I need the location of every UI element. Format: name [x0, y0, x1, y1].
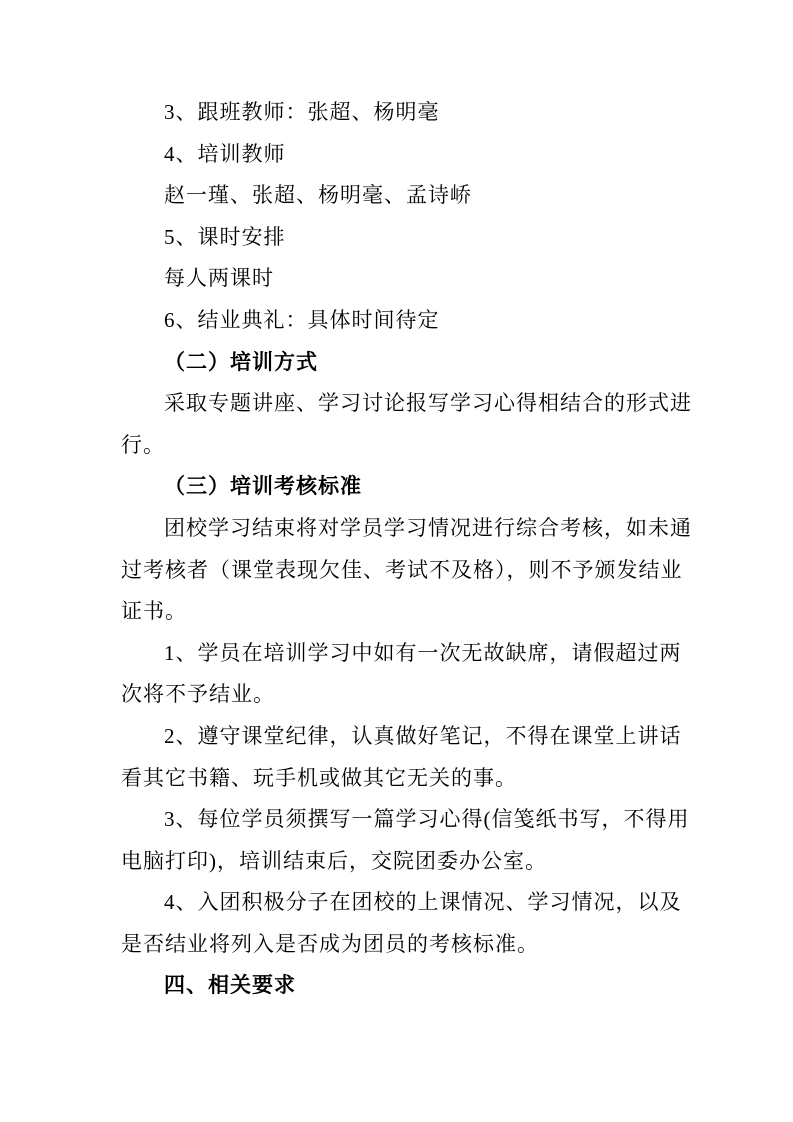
text-line-class-hours-value: 每人两课时: [164, 266, 274, 291]
text-line-rule-1-part-2: 次将不予结业。: [121, 682, 275, 707]
text-line-assessment-para-2: 过考核者（课堂表现欠佳、考试不及格），则不予颁发结业: [121, 557, 683, 582]
text-line-rule-4-part-1: 4、入团积极分子在团校的上课情况、学习情况，以及: [164, 890, 682, 915]
text-line-attending-teachers: 3、跟班教师：张超、杨明毫: [164, 100, 440, 124]
section-heading-training-method: （二）培训方式: [164, 349, 318, 374]
text-line-training-teachers-label: 4、培训教师: [164, 141, 286, 166]
text-line-rule-3-part-1: 3、每位学员须撰写一篇学习心得(信笺纸书写，不得用: [164, 807, 690, 832]
section-heading-related-requirements: 四、相关要求: [164, 973, 296, 998]
text-line-rule-2-part-2: 看其它书籍、玩手机或做其它无关的事。: [121, 765, 517, 790]
text-line-rule-3-part-2: 电脑打印)，培训结束后，交院团委办公室。: [121, 848, 547, 873]
text-line-method-para-2: 行。: [121, 432, 165, 457]
text-line-rule-1-part-1: 1、学员在培训学习中如有一次无故缺席，请假超过两: [164, 640, 682, 665]
text-line-graduation-ceremony: 6、结业典礼：具体时间待定: [164, 307, 440, 332]
text-line-class-hours-label: 5、课时安排: [164, 224, 286, 249]
section-heading-assessment-criteria: （三）培训考核标准: [164, 474, 362, 499]
text-line-rule-4-part-2: 是否结业将列入是否成为团员的考核标准。: [121, 931, 539, 956]
text-line-rule-2-part-1: 2、遵守课堂纪律，认真做好笔记，不得在课堂上讲话: [164, 723, 682, 748]
document-text-block: [121, 92, 721, 1007]
text-line-assessment-para-1: 团校学习结束将对学员学习情况进行综合考核，如未通: [164, 515, 692, 540]
text-line-method-para-1: 采取专题讲座、学习讨论报写学习心得相结合的形式进: [164, 391, 692, 416]
text-line-teacher-names: 赵一瑾、张超、杨明毫、孟诗峤: [164, 183, 472, 208]
text-line-assessment-para-3: 证书。: [121, 599, 187, 624]
